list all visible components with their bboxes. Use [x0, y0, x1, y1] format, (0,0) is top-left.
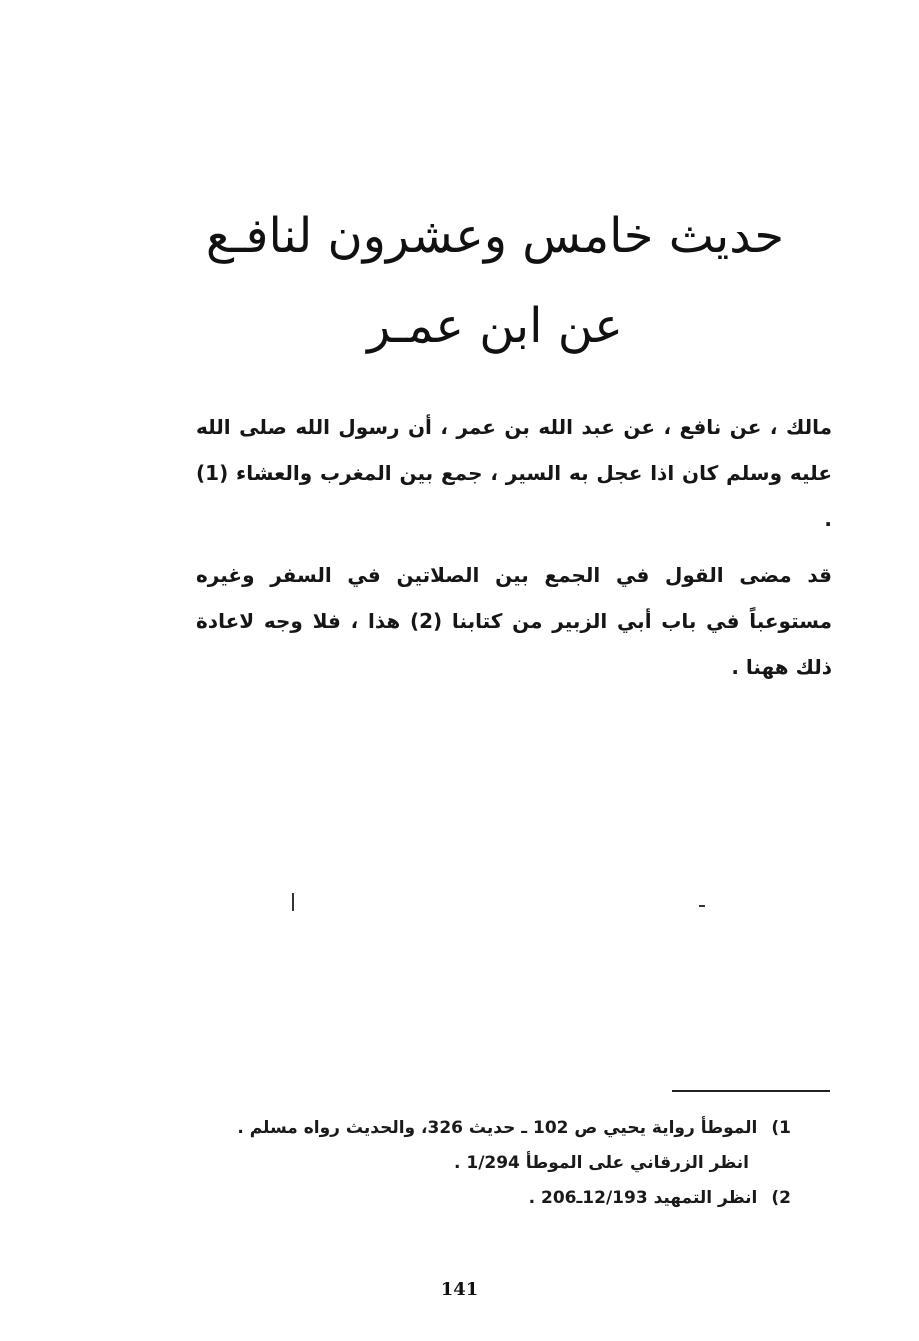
footnote-separator — [672, 1090, 830, 1092]
footnote-number: 1) — [771, 1118, 791, 1138]
scan-speck — [699, 905, 705, 907]
footnote-1 — [237, 1118, 791, 1138]
footnote-2 — [529, 1188, 791, 1208]
commentary-paragraph: قد مضى القول في الجمع بين الصلاتين في السفر وغيره مستوعباً في باب أبي الزبير من كتابنا (2) هذا ، فلا وجه لاعادة ذلك ههنا . — [196, 563, 832, 679]
scan-speck — [292, 893, 294, 911]
page-number: 141 — [440, 1279, 479, 1300]
hadith-text-paragraph: مالك ، عن نافع ، عن عبد الله بن عمر ، أن رسول الله صلى الله عليه وسلم كان اذا عجل به السير ، جمع بين المغرب والعشاء (1) . — [196, 415, 832, 531]
footnote-text: الموطأ رواية يحيي ص 102 ـ حديث 326، والحديث رواه مسلم . — [237, 1118, 758, 1138]
chapter-title-line-1: حديث خامس وعشرون لنافـع — [205, 208, 785, 264]
footnote-number: 2) — [771, 1188, 791, 1208]
footnote-1-continuation: انظر الزرقاني على الموطأ 1/294 . — [453, 1153, 749, 1173]
chapter-title-line-2: عن ابن عمـر — [367, 298, 623, 354]
footnote-text: انظر التمهيد 12/193ـ206 . — [528, 1188, 758, 1208]
